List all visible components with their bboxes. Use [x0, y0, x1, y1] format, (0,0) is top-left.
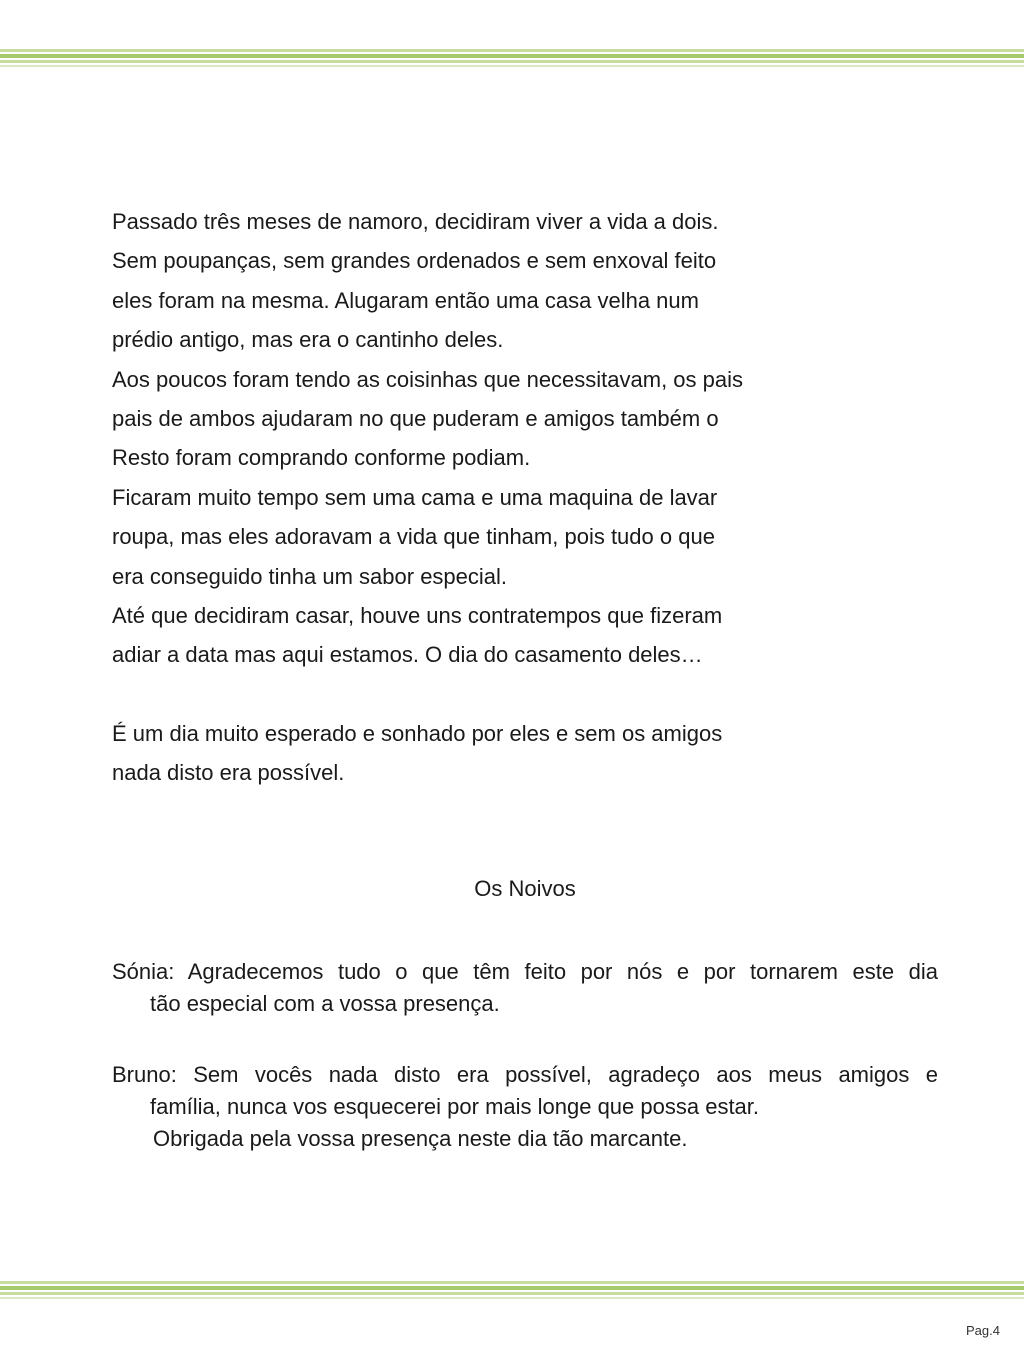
rule-line [0, 65, 1024, 67]
story-line: eles foram na mesma. Alugaram então uma casa velha num [112, 287, 699, 313]
story-line: Até que decidiram casar, houve uns contratempos que fizeram [112, 602, 723, 628]
rule-line [0, 1281, 1024, 1284]
story-text [112, 202, 832, 793]
story-line: Resto foram comprando conforme podiam. [112, 445, 531, 471]
story-line: era conseguido tinha um sabor especial. [112, 563, 508, 589]
message-line: família, nunca vos esquecerei por mais longe que possa estar. [150, 1094, 760, 1119]
story-line: nada disto era possível. [112, 760, 345, 786]
page-number: Pag.4 [966, 1323, 1000, 1338]
story-line: pais de ambos ajudaram no que puderam e amigos também o [112, 405, 719, 431]
story-line: Passado três meses de namoro, decidiram viver a vida a dois. [112, 209, 719, 234]
sonia-message [112, 956, 938, 1020]
story-line: Ficaram muito tempo sem uma cama e uma maquina de lavar [112, 484, 718, 510]
story-line: Sem poupanças, sem grandes ordenados e sem enxoval feito [112, 248, 717, 274]
rule-line [0, 1297, 1024, 1299]
rule-line [0, 60, 1024, 63]
paragraph-gap [112, 675, 832, 714]
story-line: prédio antigo, mas era o cantinho deles. [112, 327, 504, 353]
bruno-message [112, 1059, 938, 1155]
story-line: Aos poucos foram tendo as coisinhas que necessitavam, os pais [112, 366, 744, 392]
rule-line [0, 1286, 1024, 1290]
message-line: tão especial com a vossa presença. [150, 991, 500, 1016]
message-line: Sónia: Agradecemos tudo o que têm feito por nós e por tornarem este dia [112, 959, 938, 984]
bottom-decorative-rule [0, 1281, 1024, 1303]
message-line: Bruno: Sem vocês nada disto era possível, agradeço aos meus amigos e [112, 1062, 938, 1087]
rule-line [0, 49, 1024, 52]
rule-line [0, 54, 1024, 58]
rule-line [0, 1292, 1024, 1295]
top-decorative-rule [0, 49, 1024, 71]
message-line: Obrigada pela vossa presença neste dia tão marcante. [153, 1126, 688, 1151]
story-line: adiar a data mas aqui estamos. O dia do casamento deles… [112, 642, 703, 668]
story-line: roupa, mas eles adoravam a vida que tinham, pois tudo o que [112, 524, 715, 550]
section-heading: Os Noivos [474, 876, 576, 901]
story-line: É um dia muito esperado e sonhado por eles e sem os amigos [112, 721, 723, 747]
